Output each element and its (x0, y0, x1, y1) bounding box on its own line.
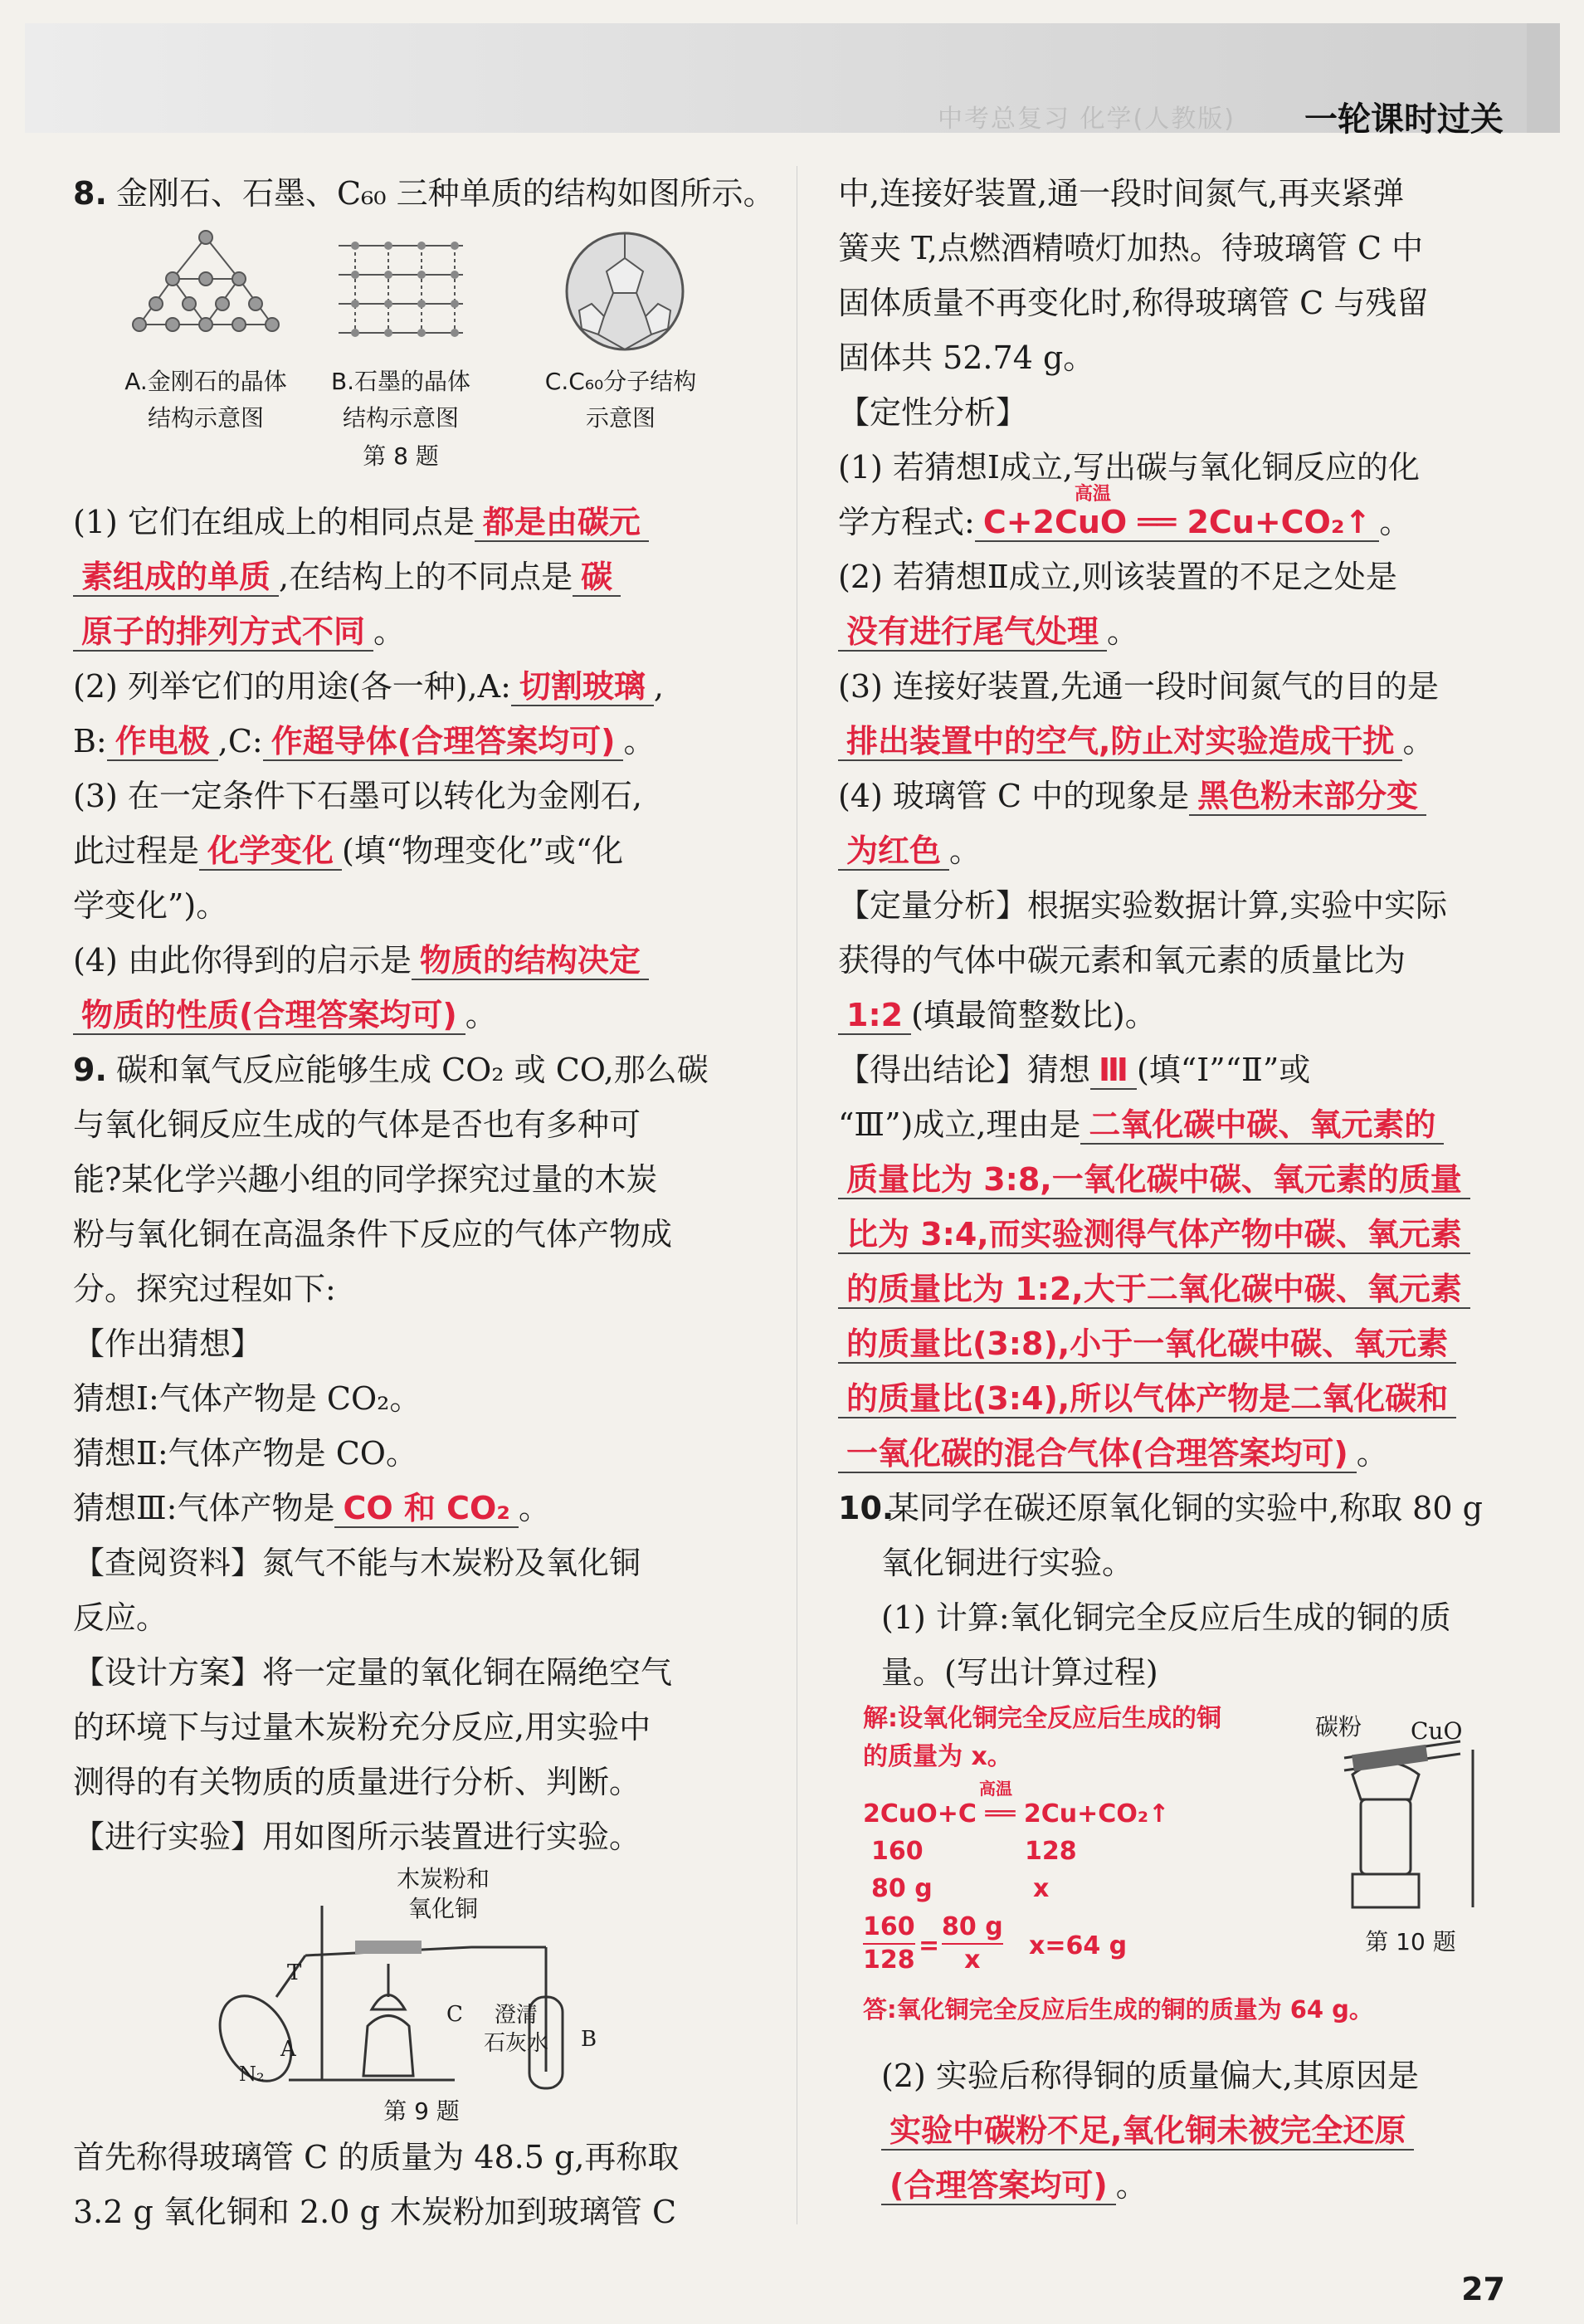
left-column: 8. 金刚石、石墨、C₆₀ 三种单质的结构如图所示。 A.金刚石的晶体 结构示意图 B.石墨的晶体 结构示意图 C.C₆₀分子结构 示意图 第 8 题 (1) 它们在组成上的相同点是 都是由碳元 素组成的单质 ,在结构上的不同点是 碳 原子的排列方式不同 。 (2) 列举它们的用途(各一种),A: 切割玻璃 , B: 作电极 ,C: 作超导体(合理答案均可) 。 (3) 在一定条件下石墨可以转化为金刚石, 此过程是 化学变化 (填“物理变化”或“化 学变化”)。 (4) 由此你得到的启示是 物质的结构决定 物质的性质(合理答案均可) 。 9. 碳和氧气反应能够生成 CO₂ 或 CO,那么碳 与氧化铜反应生成的气体是否也有多种可 能?某化学兴趣小组的同学探究过量的木炭 粉与氧化铜在高温条件下反应的气体产物成 分。探究过程如下: 【作出猜想】 猜想Ⅰ:气体产物是 CO₂。 猜想Ⅱ:气体产物是 CO。 猜想Ⅲ:气体产物是 CO 和 CO₂ 。 【查阅资料】氮气不能与木炭粉及氧化铜 反应。 【设计方案】将一定量的氧化铜在隔绝空气 的环境下与过量木炭粉充分反应,用实验中 测得的有关物质的质量进行分析、判断。 【进行实验】用如图所示装置进行实验。 木炭粉和 氧化铜 T C A B N₂ 澄清 石灰水 第 9 题 首先称得玻璃管 C 的质量为 48.5 g,再称取 3.2 g 氧化铜和 2.0 g 木炭粉加到玻璃管 C (73, 166, 762, 2239)
q9-figure-label: 第 9 题 (383, 2097, 460, 2125)
q8-part1: (1) 它们在组成上的相同点是 都是由碳元 (73, 495, 762, 549)
q8-part4: (4) 由此你得到的启示是 物质的结构决定 (73, 933, 762, 988)
q8-figure-label: 第 8 题 (363, 442, 439, 470)
page-number: 27 (1461, 2271, 1505, 2307)
q10-solution-block: 解:设氧化铜完全反应后生成的铜 的质量为 x。 高温 2CuO+C ══ 2Cu+CO₂↑ 160 128 80 g x 160 128 = 80 g x x=64 g 答:氧化铜完全反应后生成的铜的质量为 64 g。 碳粉 CuO 第 10 题 (838, 1700, 1494, 2048)
q10-figure-label: 第 10 题 (1365, 1928, 1456, 1955)
header-title: 一轮课时过关 (1304, 100, 1504, 139)
figB-caption: B.石墨的晶体 结构示意图 (330, 368, 471, 432)
q9-qual-heading: 【定性分析】 (838, 394, 1028, 431)
figC-caption: C.C₆₀分子结构 示意图 (544, 368, 697, 432)
header-bar (1527, 23, 1560, 133)
q8-part3: (3) 在一定条件下石墨可以转化为金刚石, (73, 778, 642, 814)
q9-stem: 9. 碳和氧气反应能够生成 CO₂ 或 CO,那么碳 (73, 1052, 709, 1088)
graphite-structure-diagram (330, 229, 471, 354)
q8-stem: 8. 金刚石、石墨、C₆₀ 三种单质的结构如图所示。 (73, 175, 775, 212)
right-column: 中,连接好装置,通一段时间氮气,再夹紧弹 簧夹 T,点燃酒精喷灯加热。待玻璃管 C 中 固体质量不再变化时,称得玻璃管 C 与残留 固体共 52.74 g。 【定性分析】 (1) 若猜想Ⅰ成立,写出碳与氧化铜反应的化 学方程式: 高温 C+2CuO ══ 2Cu+CO₂↑ 。 (2) 若猜想Ⅱ成立,则该装置的不足之处是 没有进行尾气处理 。 (3) 连接好装置,先通一段时间氮气的目的是 排出装置中的空气,防止对实验造成干扰 。 (4) 玻璃管 C 中的现象是 黑色粉末部分变 为红色 。 【定量分析】根据实验数据计算,实验中实际 获得的气体中碳元素和氧元素的质量比为 1:2 (填最简整数比)。 【得出结论】猜想 Ⅲ (填“Ⅰ”“Ⅱ”或 “Ⅲ”)成立,理由是 二氧化碳中碳、氧元素的 质量比为 3:8,一氧化碳中碳、氧元素的质量 比为 3:4,而实验测得气体产物中碳、氧元素 的质量比为 1:2,大于二氧化碳中碳、氧元素 的质量比(3:8),小于一氧化碳中碳、氧元素 的质量比(3:4),所以气体产物是二氧化碳和 一氧化碳的混合气体(合理答案均可) 。 10.某同学在碳还原氧化铜的实验中,称取 80 g 氧化铜进行实验。 (1) 计算:氧化铜完全反应后生成的铜的质 量。(写出计算过程) 解:设氧化铜完全反应后生成的铜 的质量为 x。 高温 2CuO+C ══ 2Cu+CO₂↑ 160 128 80 g x 160 128 = 80 g x x=64 g 答:氧化铜完全反应后生成的铜的质量为 64 g。 碳粉 CuO 第 10 题 (2) 实验后称得铜的质量偏大,其原因是 实验中碳粉不足,氧化铜未被完全还原 (合理答案均可) 。 (838, 166, 1494, 2213)
q8-part2: (2) 列举它们的用途(各一种),A: 切割玻璃 , (73, 668, 664, 705)
q8-figures (73, 221, 762, 495)
page-header (25, 23, 1560, 139)
solution-text: 解:设氧化铜完全反应后生成的铜 的质量为 x。 (863, 1704, 1221, 1771)
header-faint-text: 中考总复习 化学(人教版) (938, 105, 1236, 134)
figA-caption: A.金刚石的晶体 结构示意图 (124, 368, 287, 432)
q9-guess-heading: 【作出猜想】 (73, 1326, 263, 1362)
q9-apparatus-figure: 木炭粉和 氧化铜 T C A B N₂ 澄清 石灰水 第 9 题 (73, 1864, 762, 2130)
q10-stem: 10.某同学在碳还原氧化铜的实验中,称取 80 g (838, 1490, 1483, 1526)
equation: 高温 2CuO+C ══ 2Cu+CO₂↑ (863, 1779, 1170, 1828)
diamond-structure-diagram (123, 229, 289, 354)
c60-structure-diagram (558, 225, 691, 358)
